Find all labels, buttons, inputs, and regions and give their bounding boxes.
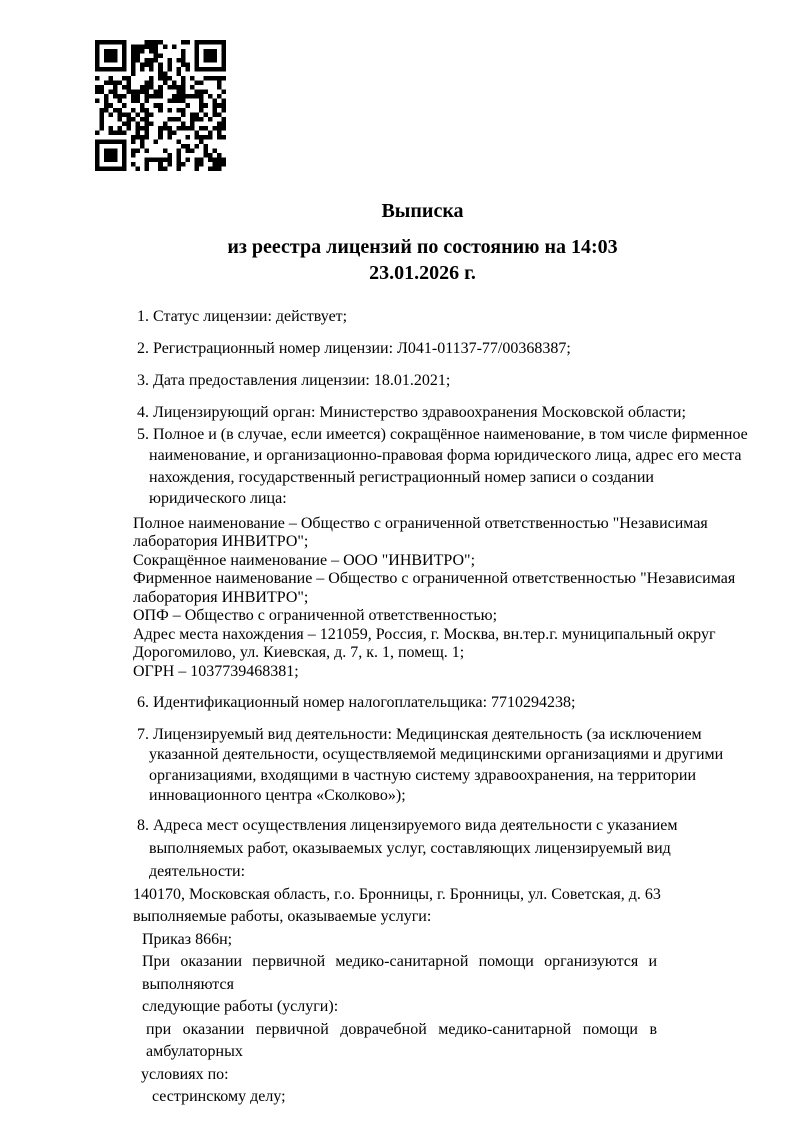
works-and-services	[133, 884, 661, 1109]
org-address-line: Адрес места нахождения – 121059, Россия, г. Москва, вн.тер.г. муниципальный округ	[133, 625, 716, 643]
document-title: Выписка	[381, 200, 464, 222]
org-ogrn: ОГРН – 1037739468381;	[133, 662, 299, 680]
org-brand-name-line: Фирменное наименование – Общество с ограниченной ответственностью "Независимая	[133, 570, 736, 587]
activity-address: 140170, Московская область, г.о. Бронницы, г. Бронницы, ул. Советская, д. 63	[133, 885, 661, 903]
activity-addresses-heading-line: 8. Адреса мест осуществления лицензируемого вида деятельности с указанием	[137, 816, 678, 834]
license-number: 2. Регистрационный номер лицензии: Л041-01137-77/00368387;	[137, 340, 571, 357]
taxpayer-inn: 6. Идентификационный номер налогоплательщика: 7710294238;	[137, 694, 576, 711]
org-address-line: Дорогомилово, ул. Киевская, д. 7, к. 1, помещ. 1;	[133, 644, 465, 661]
licensed-activity	[133, 725, 724, 807]
organization-info	[133, 514, 736, 682]
license-grant-date: 3. Дата предоставления лицензии: 18.01.2021;	[137, 372, 451, 389]
works-list-caption: выполняемые работы, оказываемые услуги:	[133, 908, 432, 925]
org-brand-name-line: лаборатория ИНВИТРО";	[133, 588, 309, 606]
works-list-line: условиях по:	[141, 1065, 229, 1083]
order-reference: Приказ 866н;	[142, 930, 233, 948]
licensed-activity-line: организациями, входящими в частную систему здравоохранения, на территории	[149, 766, 697, 784]
org-short-name: Сокращённое наименование – ООО "ИНВИТРО";	[133, 551, 476, 569]
licensee-names-heading-line: юридического лица:	[149, 490, 287, 507]
document-subtitle: из реестра лицензий по состоянию на 14:03 23.01.2026 г.	[227, 236, 618, 284]
activity-addresses-heading-line: выполняемых работ, оказываемых услуг, составляющих лицензируемый вид	[149, 839, 671, 857]
licensed-activity-line: 7. Лицензируемый вид деятельности: Медицинская деятельность (за исключением	[137, 725, 702, 743]
org-legal-form: ОПФ – Общество с ограниченной ответственностью;	[133, 607, 498, 624]
licensee-names-heading-line: наименование, и организационно-правовая форма юридического лица, адрес его места	[149, 447, 742, 464]
org-full-name-line: лаборатория ИНВИТРО";	[133, 533, 309, 550]
works-list-line: следующие работы (услуги):	[142, 998, 339, 1015]
licensing-authority: 4. Лицензирующий орган: Министерство здравоохранения Московской области;	[137, 404, 686, 421]
licensee-names-heading-line: 5. Полное и (в случае, если имеется) сокращённое наименование, в том числе фирменное	[137, 425, 748, 443]
works-list-line: при оказании первичной доврачебной медико-санитарной помощи в амбулаторных	[146, 1020, 657, 1060]
works-list-item: сестринскому делу;	[152, 1088, 286, 1105]
document-body	[133, 0, 748, 1109]
licensee-names-heading-line: нахождения, государственный регистрационный номер записи о создании	[149, 468, 654, 486]
works-list-line: При оказании первичной медико-санитарной помощи организуются и выполняются	[142, 953, 657, 993]
activity-addresses-heading	[133, 814, 678, 883]
licensed-activity-line: инновационного центра «Сколково»);	[149, 787, 406, 804]
document-title-block	[133, 198, 657, 286]
licensee-names-heading	[133, 424, 748, 510]
activity-addresses-heading-line: деятельности:	[149, 862, 246, 880]
org-full-name-line: Полное наименование – Общество с ограниченной ответственностью "Независимая	[133, 514, 708, 532]
licensed-activity-line: указанной деятельности, осуществляемой медицинскими организациями и другими	[149, 746, 724, 763]
license-status: 1. Статус лицензии: действует;	[137, 308, 348, 325]
